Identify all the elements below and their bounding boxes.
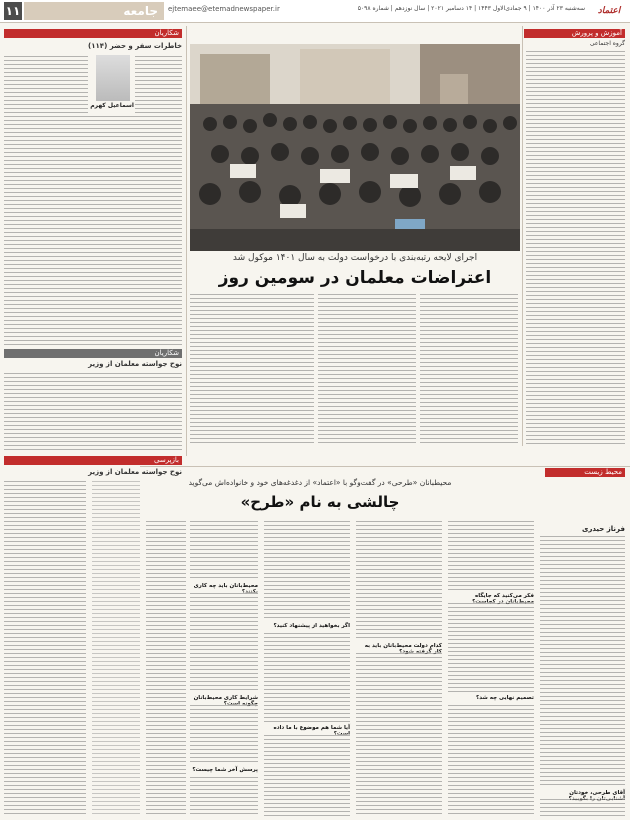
left-column-kicker-3: نوح جواسته معلمان از وزیر	[88, 468, 182, 476]
page-header	[0, 0, 630, 23]
second-story-text-col-2c	[448, 704, 534, 816]
second-story-label: محیط زیست	[545, 468, 625, 477]
second-story-text-col-2b	[448, 602, 534, 692]
section-email: ejtemaee@etemadnewspaper.ir	[168, 5, 280, 13]
question-4: کدام دولت محیط‌بانان باید به	[364, 643, 442, 649]
left-column-text-1a	[135, 55, 182, 113]
second-story-text-col-3a	[356, 520, 442, 640]
left-column-text-1b	[4, 55, 88, 113]
question-9: پرسش آخر شما چیست؟	[192, 767, 258, 773]
second-story-text-col-1	[540, 535, 625, 785]
question-1: آقای طرحی، خودتان	[569, 790, 625, 796]
lead-story-title: اعتراضات معلمان در سومین روز	[218, 268, 492, 288]
newspaper-logo: اعتماد	[597, 6, 621, 16]
right-column-group: گروه اجتماعی	[589, 40, 625, 47]
lead-story-text-col-1	[420, 293, 518, 443]
second-story-text-col-5d	[190, 776, 258, 816]
left-column-kicker-1: خاطرات سفر و حضر (۱۱۴)	[88, 42, 182, 50]
author-avatar	[96, 55, 130, 101]
left-column-text-3a	[4, 480, 86, 815]
second-story-text-col-4c	[264, 734, 350, 816]
author-name-1: اسماعیل کهرم	[90, 102, 134, 109]
question-3: تصمیم نهایی چه شد؟	[476, 695, 534, 701]
section-divider	[140, 466, 630, 467]
column-divider	[522, 26, 523, 446]
second-story-text-col-5c	[190, 704, 258, 764]
second-story-text-col-5b	[190, 592, 258, 692]
lead-story-subtitle: اجرای لایحه رتبه‌بندی با درخواست دولت به سال ۱۴۰۱ موکول شد	[232, 253, 478, 263]
question-7: محیط‌بانان باید چه کاری	[193, 583, 258, 589]
second-story-text-col-6	[146, 520, 186, 816]
second-story-text-col-3b	[356, 652, 442, 816]
left-column-text-1c	[4, 115, 182, 345]
right-column-text	[526, 50, 625, 445]
left-column-label-3: بازپرسی	[4, 456, 182, 465]
column-divider	[186, 26, 187, 456]
question-2: فکر می‌کنید که جایگاه	[475, 593, 534, 599]
right-column-label: آموزش و پرورش	[524, 29, 625, 38]
protest-photo	[190, 44, 520, 251]
question-5: اگر بخواهید از پیشنهاد کنید؟	[273, 623, 350, 629]
left-column-text-2	[4, 372, 182, 452]
second-story-author: فرناز حیدری	[581, 525, 625, 533]
second-story-text-col-2a	[448, 520, 534, 590]
second-story-text-col-4b	[264, 632, 350, 722]
left-column-text-3b	[92, 480, 140, 815]
second-story-subtitle: محیطبانان «طرحی» در گفت‌وگو با «اعتماد» از دغدغه‌های خود و خانواده‌اش می‌گوید	[188, 478, 452, 487]
dateline: سه‌شنبه ۲۳ آذر ۱۴۰۰ | ۹ جمادی‌الاول ۱۴۴۳ | ۱۴ دسامبر ۲۰۲۱ | سال نوزدهم | شماره ۵۰۹۸	[357, 5, 585, 12]
lead-story-text-col-3	[190, 293, 314, 443]
second-story-text-col-5a	[190, 520, 258, 580]
page-number: ۱۱	[5, 4, 21, 18]
second-story-title: چالشی به نام «طرح»	[240, 493, 400, 511]
question-8: شرایط کاری محیط‌بانان	[193, 695, 258, 701]
left-column-label-1: شکاریان	[4, 29, 182, 38]
question-6: آیا شما هم موضوع با ما داده	[273, 725, 350, 731]
left-column-kicker-2: نوح جواسته معلمان از وزیر	[88, 360, 182, 368]
second-story-text-col-4a	[264, 520, 350, 620]
section-title: جامعه	[24, 2, 164, 20]
lead-story-text-col-2	[318, 293, 416, 443]
left-column-label-2: شکاریان	[4, 349, 182, 358]
second-story-text-col-1b	[540, 798, 625, 816]
